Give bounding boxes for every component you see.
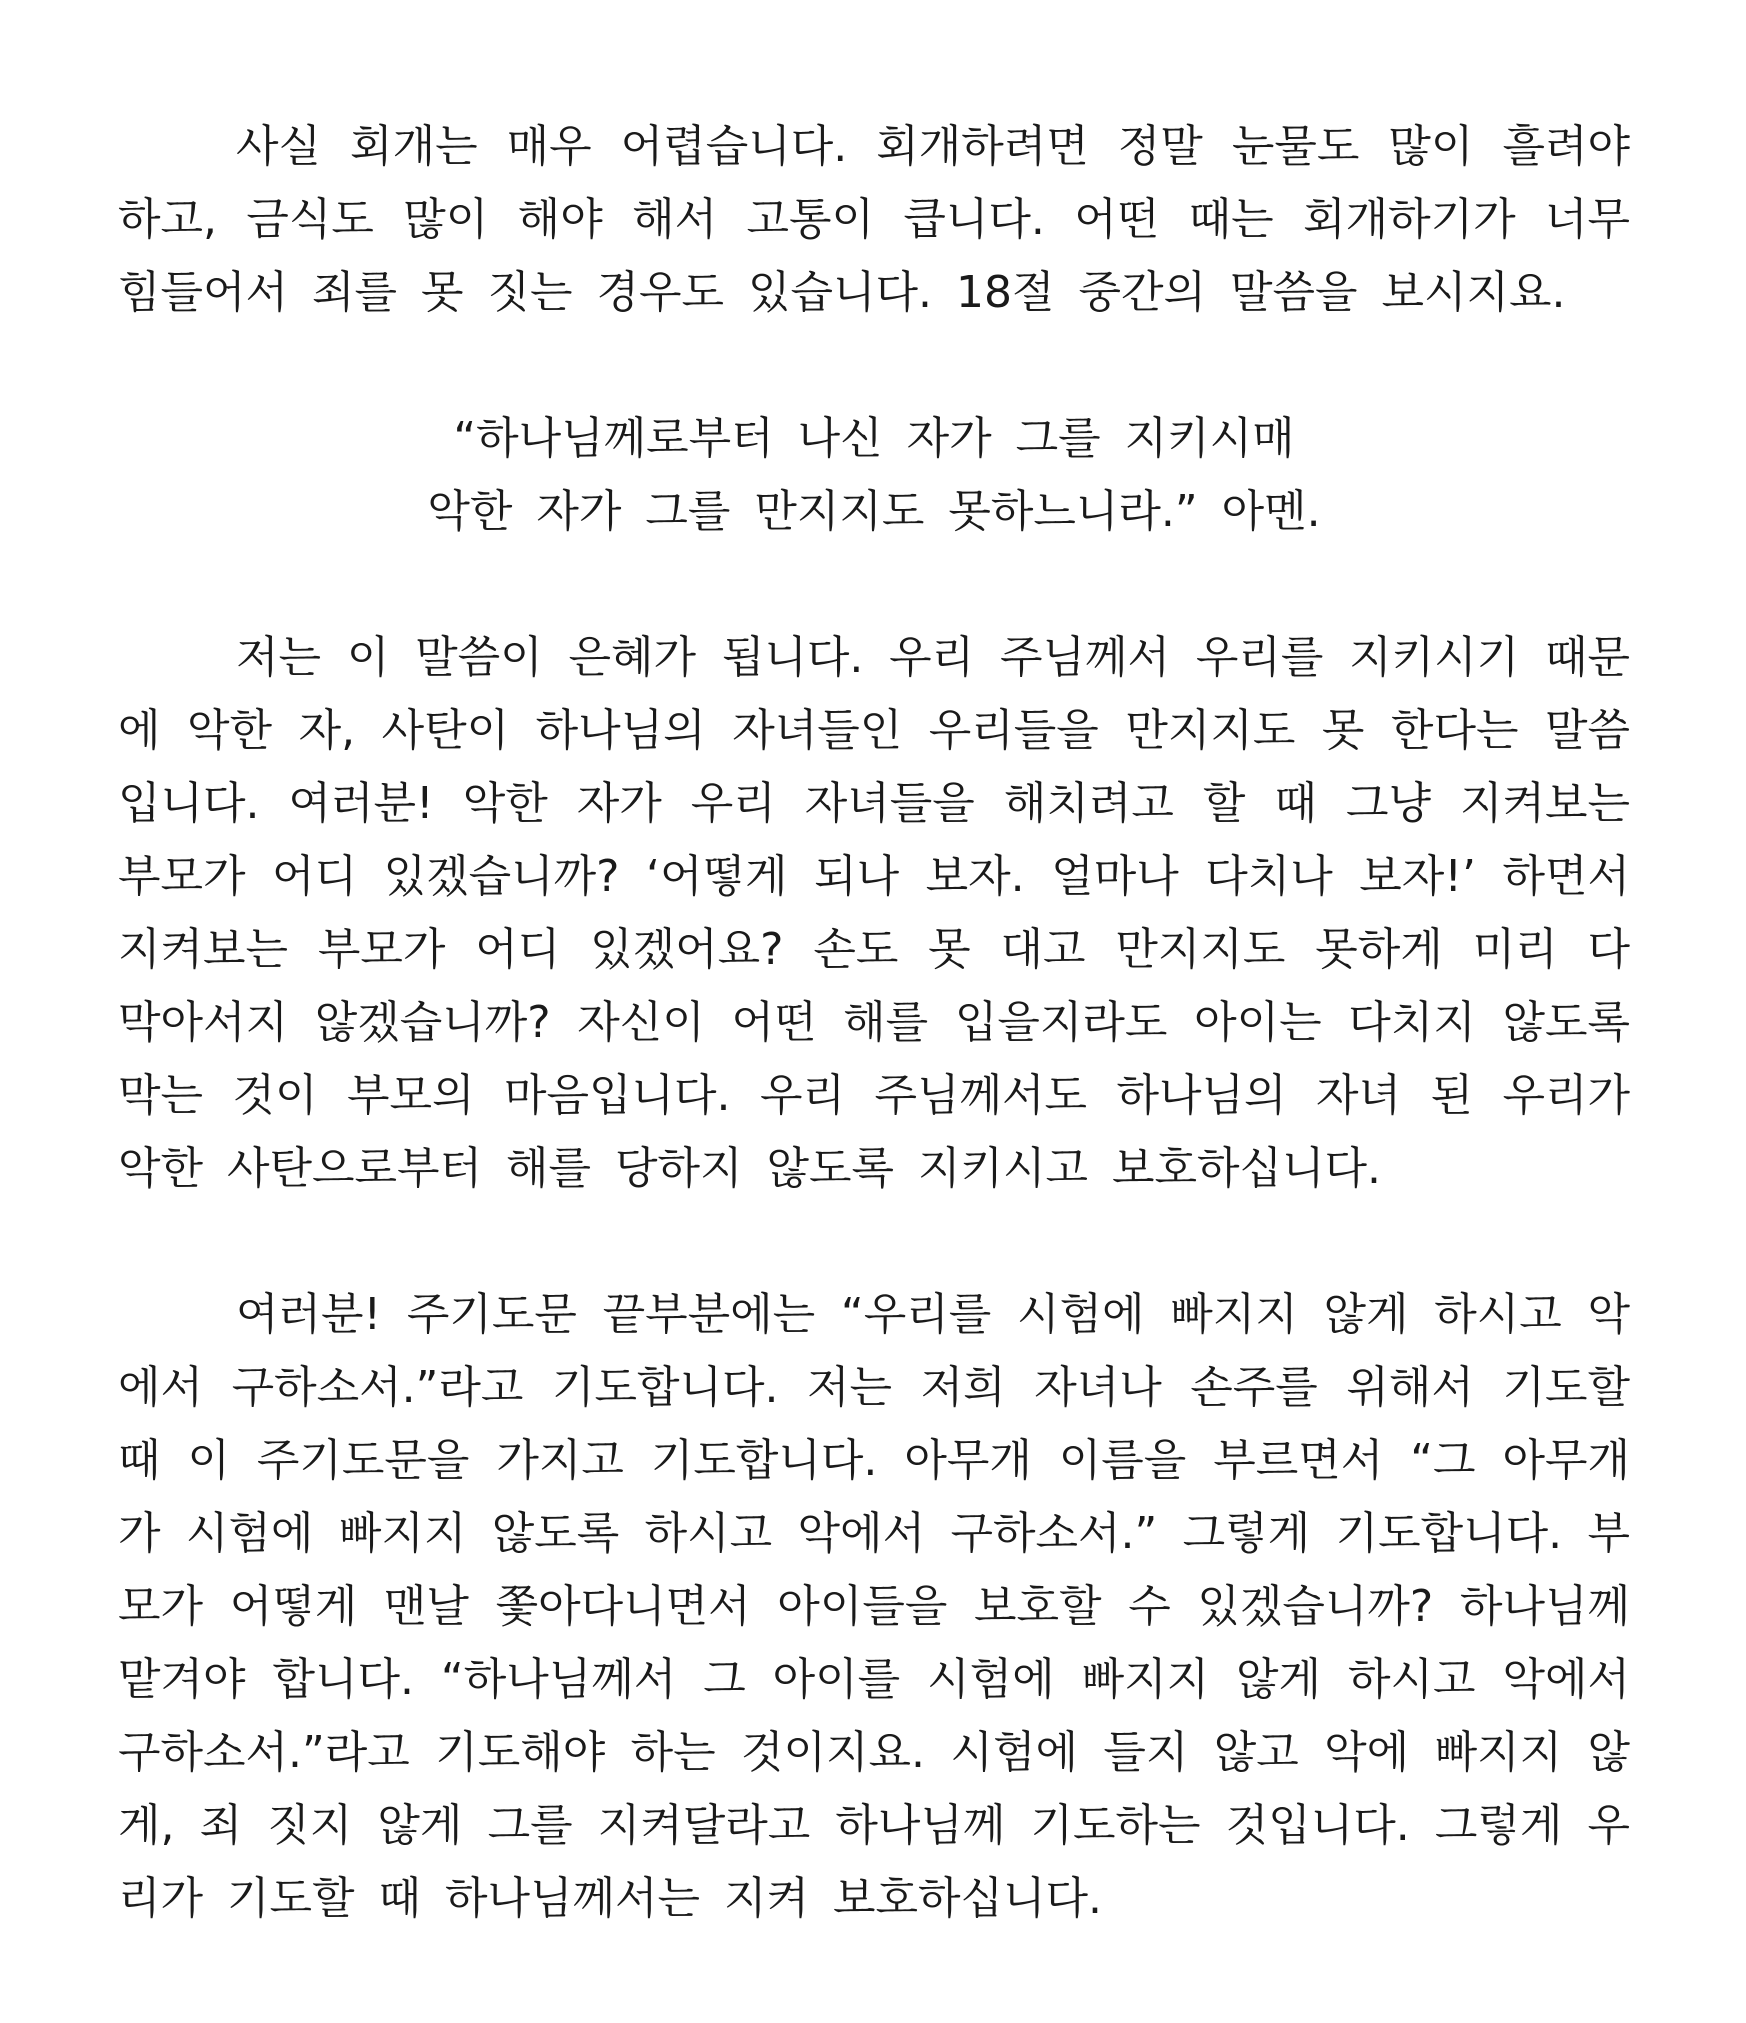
document-page <box>118 110 1630 1935</box>
text-line: 악한 사탄으로부터 해를 당하지 않도록 지키시고 보호하십니다. <box>118 1143 1382 1194</box>
text-line: 모가 어떻게 맨날 쫓아다니면서 아이들을 보호할 수 있겠습니까? 하나님께 <box>118 1581 1630 1632</box>
quote-line: 악한 자가 그를 만지지도 못하느니라.” 아멘. <box>427 486 1321 537</box>
text-line: 막아서지 않겠습니까? 자신이 어떤 해를 입을지라도 아이는 다치지 않도록 <box>118 997 1630 1048</box>
paragraph-2 <box>118 621 1630 1205</box>
text-line: 맡겨야 합니다. “하나님께서 그 아이를 시험에 빠지지 않게 하시고 악에서 <box>118 1654 1630 1705</box>
text-line: 여러분! 주기도문 끝부분에는 “우리를 시험에 빠지지 않게 하시고 악 <box>236 1289 1630 1340</box>
text-line: 부모가 어디 있겠습니까? ‘어떻게 되나 보자. 얼마나 다치나 보자!’ 하면서 <box>118 851 1630 902</box>
text-line: 에서 구하소서.”라고 기도합니다. 저는 저희 자녀나 손주를 위해서 기도할 <box>118 1362 1630 1413</box>
text-line: 저는 이 말씀이 은혜가 됩니다. 우리 주님께서 우리를 지키시기 때문 <box>236 632 1630 683</box>
text-line: 막는 것이 부모의 마음입니다. 우리 주님께서도 하나님의 자녀 된 우리가 <box>118 1070 1630 1121</box>
text-line: 하고, 금식도 많이 해야 해서 고통이 큽니다. 어떤 때는 회개하기가 너무 <box>118 194 1630 245</box>
text-line: 때 이 주기도문을 가지고 기도합니다. 아무개 이름을 부르면서 “그 아무개 <box>118 1435 1630 1486</box>
text-line: 리가 기도할 때 하나님께서는 지켜 보호하십니다. <box>118 1873 1102 1924</box>
text-line: 지켜보는 부모가 어디 있겠어요? 손도 못 대고 만지지도 못하게 미리 다 <box>118 924 1630 975</box>
text-line: 가 시험에 빠지지 않도록 하시고 악에서 구하소서.” 그렇게 기도합니다. 부 <box>118 1508 1630 1559</box>
text-line: 게, 죄 짓지 않게 그를 지켜달라고 하나님께 기도하는 것입니다. 그렇게 우 <box>118 1800 1630 1851</box>
paragraph-3 <box>118 1278 1630 1935</box>
quote-line: “하나님께로부터 나신 자가 그를 지키시매 <box>453 413 1295 464</box>
text-line: 힘들어서 죄를 못 짓는 경우도 있습니다. 18절 중간의 말씀을 보시지요. <box>118 267 1566 318</box>
text-line: 사실 회개는 매우 어렵습니다. 회개하려면 정말 눈물도 많이 흘려야 <box>236 121 1630 172</box>
scripture-quote <box>118 402 1630 548</box>
text-line: 에 악한 자, 사탄이 하나님의 자녀들인 우리들을 만지지도 못 한다는 말씀 <box>118 705 1630 756</box>
paragraph-gap <box>118 329 1630 402</box>
paragraph-1 <box>118 110 1630 329</box>
paragraph-gap <box>118 548 1630 621</box>
paragraph-gap <box>118 1205 1630 1278</box>
text-line: 입니다. 여러분! 악한 자가 우리 자녀들을 해치려고 할 때 그냥 지켜보는 <box>118 778 1630 829</box>
text-line: 구하소서.”라고 기도해야 하는 것이지요. 시험에 들지 않고 악에 빠지지 않 <box>118 1727 1630 1778</box>
